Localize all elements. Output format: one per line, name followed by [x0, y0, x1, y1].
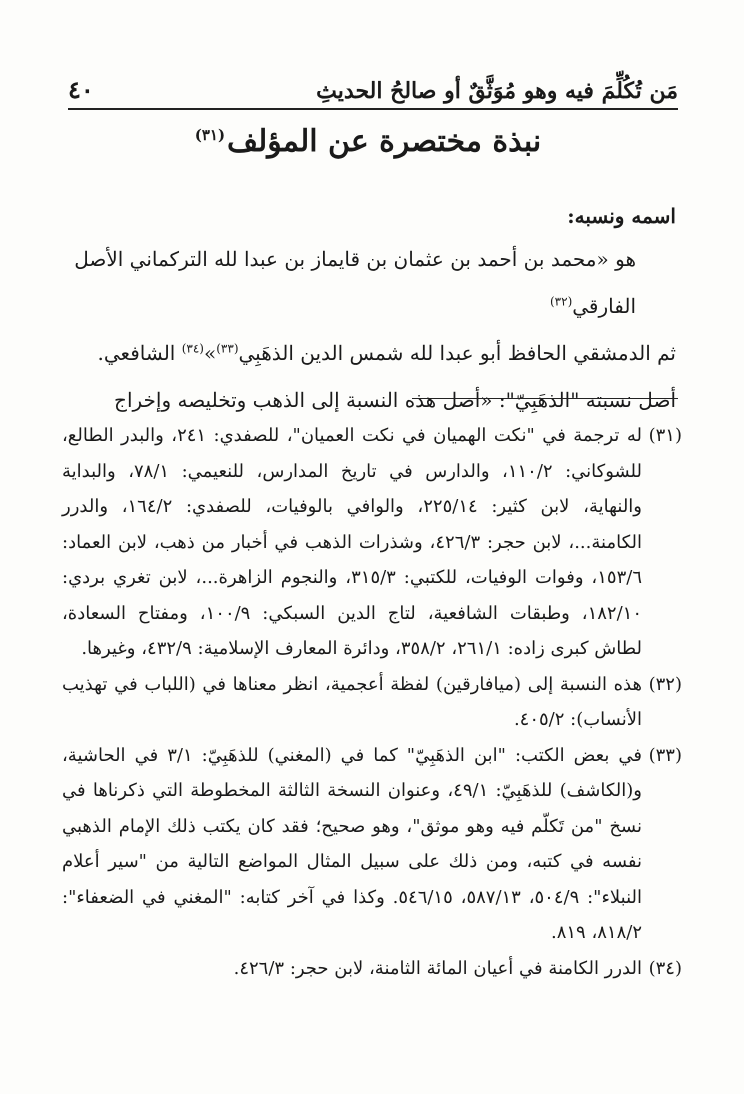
closing-quote: »: [203, 341, 217, 365]
main-text: [62, 196, 676, 424]
footnote-separator: [412, 398, 678, 399]
footnote-ref-34: (٣٤): [181, 341, 204, 356]
footnote-text: في بعض الكتب: "ابن الذهَبِيّ" كما في (المغني) للذهَبِيّ: ٣/١ في الحاشية، و(الكاشف) للذهَبِيّ: ٤٩/١، وعنوان النسخة الثالثة المخطوطة التي ذكرناها في نسخ "من تَكلّم فيه وهو موثق"، وهو صحيح؛ فقد كان يكتب ذلك الإمام الذهبي نفسه في كتبه، ومن ذلك على سبيل المثال المواضع التالية من "سير أعلام النبلاء": ٥٠٤/٩، ٥٨٧/١٣، ٥٤٦/١٥. وكذا في آخر كتابه: "المغني في الضعفاء": ٨١٨/٢، ٨١٩.: [62, 744, 643, 943]
paragraph-text: هو «محمد بن أحمد بن عثمان بن قايماز بن عبدا لله التركماني الأصل الفارقي: [74, 247, 636, 318]
running-header: [68, 66, 678, 104]
header-rule: [68, 108, 678, 110]
paragraph-text: الشافعي.: [97, 341, 182, 365]
paragraph-lineage-line1: [62, 236, 676, 330]
footnote-text: له ترجمة في "نكت الهميان في نكت العميان"، للصفدي: ٢٤١، والبدر الطالع، للشوكاني: ١١٠/٢، والدارس في تاريخ المدارس، للنعيمي: ٧٨/١، والبداية والنهاية، لابن كثير: ٢٢٥/١٤، والوافي بالوفيات، للصفدي: ١٦٤/٢، والدرر الكامنة...، لابن حجر: ٤٢٦/٣، وشذرات الذهب في أخبار من ذهب، لابن العماد: ١٥٣/٦، وفوات الوفيات، للكتبي: ٣١٥/٣، والنجوم الزاهرة...، لابن تغري بردي: ١٨٢/١٠، وطبقات الشافعية، لتاج الدين السبكي: ١٠٠/٩، ومفتاح السعادة، لطاش كبرى زاده: ٢٦١/١، ٣٥٨/٢، ودائرة المعارف الإسلامية: ٤٣٢/٩، وغيرها.: [62, 425, 643, 659]
footnote-34: [62, 951, 682, 987]
section-title-text: نبذة مختصرة عن المؤلف: [227, 124, 542, 159]
paragraph-lineage-line2: [62, 330, 676, 377]
section-title: [62, 124, 674, 159]
title-footnote-ref: (٣١): [194, 126, 226, 144]
footnote-number: (٣٣): [648, 744, 682, 766]
page-number: ٤٠: [68, 75, 94, 104]
footnote-number: (٣٢): [648, 673, 682, 695]
footnote-number: (٣٤): [648, 957, 682, 979]
paragraph-text: ثم الدمشقي الحافظ أبو عبدا لله شمس الدين الذهَبِي: [238, 341, 676, 365]
footnote-text: الدرر الكامنة في أعيان المائة الثامنة، لابن حجر: ٤٢٦/٣.: [233, 957, 642, 979]
running-title: مَن تُكُلِّمَ فيه وهو مُوَثَّقٌ أو صالحُ الحديثِ: [316, 78, 678, 104]
subsection-heading: اسمه ونسبه:: [567, 204, 676, 228]
footnotes: [62, 418, 682, 986]
footnote-number: (٣١): [648, 425, 682, 446]
footnote-32: [62, 667, 682, 738]
footnote-ref-33: (٣٣): [216, 341, 239, 356]
footnote-31: [62, 418, 682, 667]
footnote-33: [62, 738, 682, 951]
paragraph-origin: أصل نسبته "الذهَبِيّ": «أصل هذه النسبة إلى الذهب وتخليصه وإخراج: [114, 388, 676, 412]
footnote-text: هذه النسبة إلى (ميافارقين) لفظة أعجمية، انظر معناها في (اللباب في تهذيب الأنساب): ٤٠٥/٢.: [62, 673, 642, 730]
footnote-ref-32: (٣٢): [549, 294, 573, 309]
